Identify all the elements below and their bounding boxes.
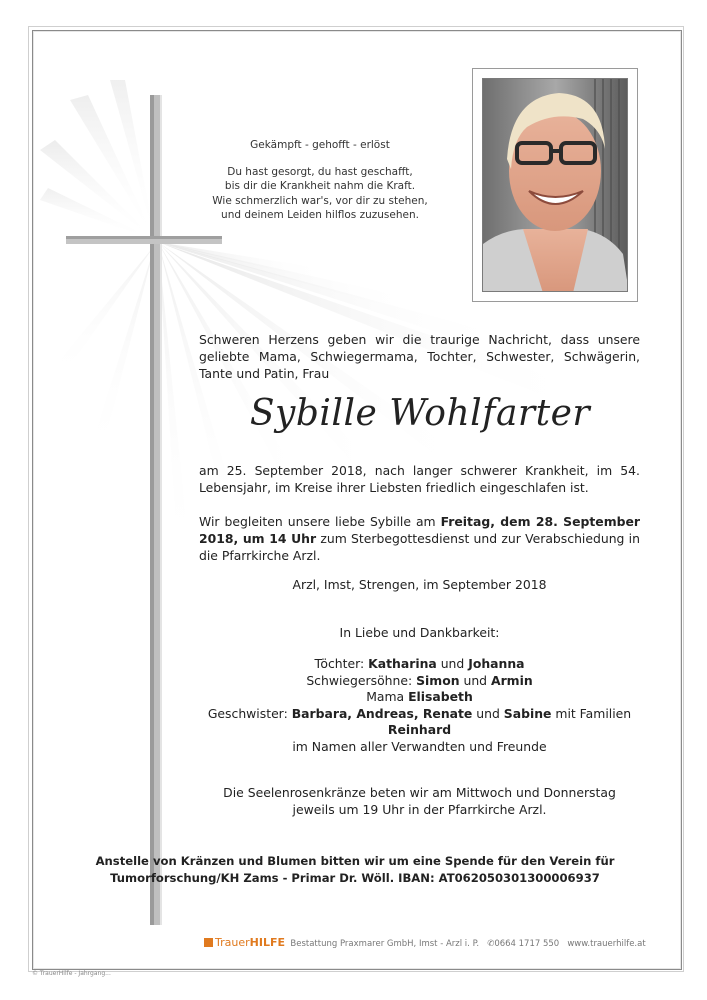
copyright-note: © TrauerHilfe - Jahrgang... [32,970,111,977]
company-phone: 0664 1717 550 [494,939,560,949]
daughter-name: Johanna [468,656,525,671]
funeral-info [199,513,640,564]
mourners-relatives: im Namen aller Verwandten und Freunde [292,738,547,754]
place-date: Arzl, Imst, Strengen, im September 2018 [292,577,547,592]
and-text: und [472,705,504,721]
sibling-name: Sabine [503,705,552,721]
poem-block [200,138,440,223]
soninlaw-name: Armin [490,672,533,688]
sonsinlaw-label: Schwiegersöhne: [306,672,417,688]
rosary-line: jeweils um 19 Uhr in der Pfarrkirche Arzl. [292,801,547,817]
rosary-info [199,785,640,818]
soninlaw-name: Simon [416,672,460,688]
mourners-heading: In Liebe und Dankbarkeit: [339,625,500,640]
logo-text-1: Trauer [215,936,250,949]
poem-line: Du hast gesorgt, du hast geschafft, [227,165,413,178]
mourners-siblings [199,706,640,723]
siblings-label: Geschwister: [207,705,292,721]
daughter-name: Katharina [368,656,437,671]
funeral-home-footer [204,936,646,949]
mourners-sonsinlaw [199,673,640,690]
funeral-text-1: Wir begleiten unsere liebe Sybille am [199,514,441,529]
daughters-label: Töchter: [314,656,369,671]
company-name: Bestattung Praxmarer GmbH, Imst - Arzl i. P. [290,939,480,949]
reinhard-name: Reinhard [387,722,452,737]
mourners-mother [199,689,640,706]
announcement-intro: Schweren Herzens geben wir die traurige Nachricht, dass unsere geliebte Mama, Schwiegermama, Tochter, Schwester, Schwägerin, Tante und Patin, Frau [199,332,640,381]
and-text: und [436,656,469,671]
mother-label: Mama [366,689,409,704]
and-text: und [459,672,491,688]
death-notice-text: am 25. September 2018, nach langer schwerer Krankheit, im 54. Lebensjahr, im Kreise ihrer Liebsten friedlich eingeschlafen ist. [199,463,640,495]
rosary-line: Die Seelenrosenkränze beten wir am Mittwoch und Donnerstag [223,785,616,800]
donation-line: Anstelle von Kränzen und Blumen bitten wir um eine Spende für den Verein für [95,854,615,868]
portrait-image [483,79,628,292]
logo-text-2: HILFE [249,936,285,949]
portrait-photo [482,78,628,292]
company-website[interactable]: www.trauerhilfe.at [567,939,646,949]
mother-name: Elisabeth [408,689,473,704]
trauerhilfe-logo-icon [204,938,213,947]
funeral-text-2: zum Sterbegottesdienst und zur Verabschiedung in die Pfarrkirche Arzl. [199,531,640,563]
poem-line: bis dir die Krankheit nahm die Kraft. [224,180,416,192]
mourners-list [199,656,640,755]
siblings-names: Barbara, Andreas, Renate [291,705,473,721]
mourners-reinhard [199,722,640,739]
poem-line: und deinem Leiden hilflos zuzusehen. [221,209,419,221]
phone-icon: ✆ [487,939,495,949]
funeral-date: Freitag, dem 28. September 2018, um 14 Uhr [199,514,640,546]
poem-motto: Gekämpft - gehofft - erlöst [250,139,390,151]
deceased-name: Sybille Wohlfarter [249,393,591,434]
mourners-daughters [199,656,640,673]
poem-line: Wie schmerzlich war's, vor dir zu stehen, [212,194,428,207]
donation-line: Tumorforschung/KH Zams - Primar Dr. Wöll. IBAN: AT062050301300006937 [110,871,600,885]
siblings-suffix: mit Familien [551,705,632,721]
donation-note [70,853,640,887]
portrait-photo-frame [472,68,638,302]
